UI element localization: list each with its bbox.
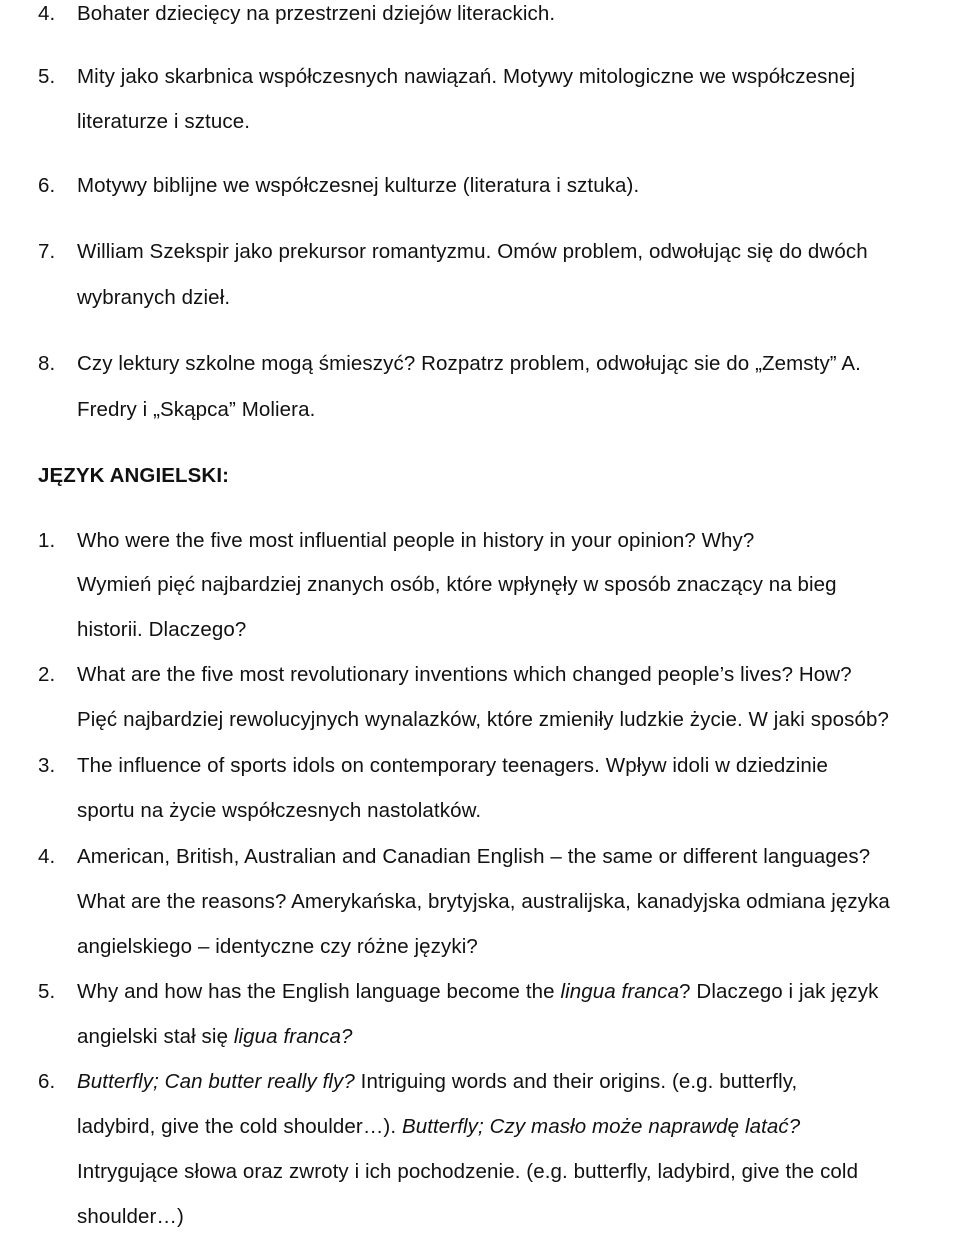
item-number: 5. bbox=[38, 980, 56, 1003]
item-text: Czy lektury szkolne mogą śmieszyć? Rozpatrz problem, odwołując sie do „Zemsty” A. bbox=[77, 352, 861, 375]
item-text: Bohater dziecięcy na przestrzeni dziejów literackich. bbox=[77, 2, 556, 25]
italic-title: Butterfly; Can butter really fly? bbox=[77, 1070, 355, 1093]
item-text: Pięć najbardziej rewolucyjnych wynalazków, które zmieniły ludzkie życie. W jaki sposób? bbox=[77, 708, 889, 731]
item-text: American, British, Australian and Canadian English – the same or different languages? bbox=[77, 845, 871, 868]
item-text: The influence of sports idols on contemporary teenagers. Wpływ idoli w dziedzinie bbox=[77, 754, 829, 777]
item-number: 5. bbox=[38, 65, 56, 88]
item-text: angielskiego – identyczne czy różne języki? bbox=[77, 935, 478, 958]
item-text: sportu na życie współczesnych nastolatków. bbox=[77, 799, 482, 822]
italic-term: ligua franca? bbox=[233, 1025, 353, 1048]
item-text: William Szekspir jako prekursor romantyzmu. Omów problem, odwołując się do dwóch bbox=[77, 240, 868, 263]
item-number: 1. bbox=[38, 529, 56, 552]
item-text: angielski stał się ligua franca? bbox=[77, 1025, 353, 1048]
item-number: 7. bbox=[38, 240, 56, 263]
item-text: Intrygujące słowa oraz zwroty i ich pochodzenie. (e.g. butterfly, ladybird, give the cold bbox=[77, 1160, 859, 1183]
item-text: Wymień pięć najbardziej znanych osób, które wpłynęły w sposób znaczący na bieg bbox=[77, 573, 837, 596]
item-number: 4. bbox=[38, 2, 56, 25]
item-text: Fredry i „Skąpca” Moliera. bbox=[77, 398, 316, 421]
item-text: historii. Dlaczego? bbox=[77, 618, 247, 641]
item-number: 6. bbox=[38, 1070, 56, 1093]
item-text: What are the five most revolutionary inventions which changed people’s lives? How? bbox=[77, 663, 852, 686]
item-text: ladybird, give the cold shoulder…). Butterfly; Czy masło może naprawdę latać? bbox=[77, 1115, 801, 1138]
item-text: Mity jako skarbnica współczesnych nawiązań. Motywy mitologiczne we współczesnej bbox=[77, 65, 856, 88]
item-text: Why and how has the English language become the lingua franca? Dlaczego i jak język bbox=[77, 980, 879, 1003]
item-number: 2. bbox=[38, 663, 56, 686]
section-heading: JĘZYK ANGIELSKI: bbox=[38, 464, 230, 487]
item-number: 8. bbox=[38, 352, 56, 375]
item-text: Motywy biblijne we współczesnej kulturze (literatura i sztuka). bbox=[77, 174, 640, 197]
item-text: shoulder…) bbox=[77, 1205, 184, 1228]
item-text: literaturze i sztuce. bbox=[77, 110, 250, 133]
item-text: Who were the five most influential people in history in your opinion? Why? bbox=[77, 529, 755, 552]
italic-title: Butterfly; Czy masło może naprawdę latać? bbox=[401, 1115, 801, 1138]
item-number: 3. bbox=[38, 754, 56, 777]
item-text: wybranych dzieł. bbox=[77, 286, 231, 309]
italic-term: lingua franca bbox=[560, 980, 680, 1003]
item-number: 6. bbox=[38, 174, 56, 197]
item-text: Butterfly; Can butter really fly? Intriguing words and their origins. (e.g. butterfly, bbox=[77, 1070, 798, 1093]
item-number: 4. bbox=[38, 845, 56, 868]
item-text: What are the reasons? Amerykańska, brytyjska, australijska, kanadyjska odmiana języka bbox=[77, 890, 890, 913]
